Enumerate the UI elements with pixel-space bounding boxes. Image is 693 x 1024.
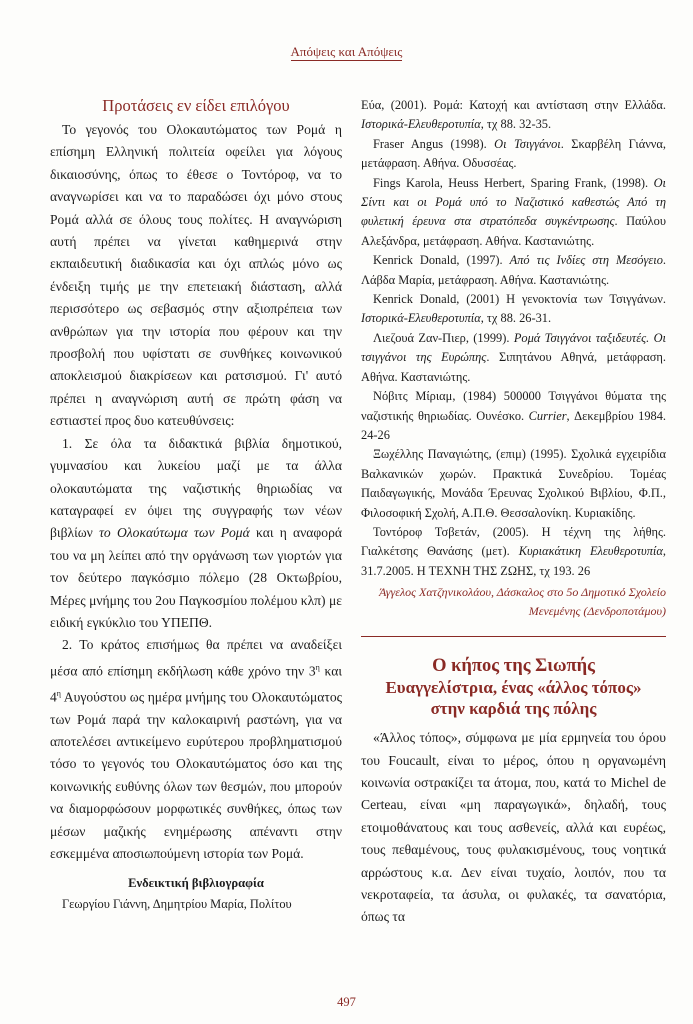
entry-text: Kenrick Donald, (1997). bbox=[373, 253, 510, 268]
bibliography-entry bbox=[361, 290, 666, 329]
paragraph: Το γεγονός του Ολοκαυτώματος των Ρομά η επίσημη Ελληνική πολιτεία οφείλει για λόγους δικαιοσύνης, όπως το έθεσε ο Τοντόροφ, να το αναγνωρίσει και να το παραδώσει όχι μόνο στους Ρομά αλλά σε όλους τους πολίτες. Η αναγνώριση αυτή πρέπει να γίνεται καθημερινά στην εκπαιδευτική διαδικασία και όχι απλώς μόνο ως ένδειξη τιμής με την επετειακή διάσταση, αλλά περισσότερο ως σεβασμός στην αξιοπρέπεια των ανθρώπων για την ιστορία που φέρουν και την προσβολή που υφίστατι σε συνθήκες κοινωνικού αποκλεισμού διακρίσεων και ρατσισμού. Γι' αυτό πρέπει η αναγνώριση αυτή σε πρώτη φάση να εστιαστεί προς δυο κατευθύνσεις: bbox=[50, 122, 342, 429]
item1-italic: το Ολοκαύτωμα των Ρομά bbox=[99, 525, 250, 541]
entry-text: Λιεζουά Ζαν-Πιερ, (1999). bbox=[373, 330, 514, 345]
entry-title: Οι Σίντι και οι Ρομά υπό το Ναζιστικό καθεστώς Από τη φυλετική έρευνα στα στρατόπεδα συγκέντρωσης bbox=[361, 175, 666, 229]
entry-title: Ιστορικά-Ελευθεροτυπία bbox=[361, 311, 481, 326]
entry-text: . Σιπητάνου Αθηνά, μετάφραση. Αθήνα. Καστανιώτης. bbox=[361, 350, 666, 384]
bibliography-entry bbox=[361, 174, 666, 252]
author-signature: Άγγελος Χατζηνικολάου, Δάσκαλος στο 5ο Δημοτικό Σχολείο Μενεμένης (Δενδροποτάμου) bbox=[379, 585, 666, 619]
item1-text-b: και η αναφορά του να μη λείπει από την οργάνωση των γιορτών για τον δεύτερο παγκόσμιο πόλεμο (28 Οκτωβρίου, Μέρες μνήμης του 2ου Παγκοσμίου πολέμου κλπ) με ειδική εγκύκλιο του ΥΠΕΠΘ. bbox=[50, 525, 342, 630]
entry-text: Τοντόροφ Τσβετάν, (2005). Η τέχνη της λήθης. Γιαλκέτσης Θανάσης (μετ). bbox=[361, 524, 666, 559]
article-paragraph: «Άλλος τόπος», σύμφωνα με μία ερμηνεία του όρου του Foucault, είναι το μέρος, όπου η οργανωμένη κοινωνία οστρακίζει τα άτομα, που, κατά το Michel de Certeau, είναι «μη παραγωγικά», δηλαδή, τους ετοιμοθάνατους και τους ασθενείς, αλλά και ευρέως, τους πεθαμένους, τους φυλακισμένους, τους νοητικά αρρώστους κ.α. Δεν είναι τυχαίο, λοιπόν, που τα νεκροταφεία, τα άσυλα, οι φυλακές, τα σανατόρια, όπως τα bbox=[361, 730, 666, 925]
entry-text: , τχ 88. 32-35. bbox=[480, 117, 552, 132]
bibliography-entry: Γεωργίου Γιάννη, Δημητρίου Μαρία, Πολίτου bbox=[62, 897, 292, 912]
page-number: 497 bbox=[337, 995, 356, 1009]
entry-text: Εύα, (2001). Ρομά: Κατοχή και αντίσταση στην Ελλάδα. bbox=[361, 98, 666, 112]
article-subtitle-line-1: Ευαγγελίστρια, ένας «άλλος τόπος» bbox=[385, 678, 642, 698]
list-item-1 bbox=[50, 433, 342, 635]
entry-title: Από τις Ινδίες στη Μεσόγειο bbox=[509, 253, 663, 268]
item2-sup-1: η bbox=[315, 662, 320, 672]
entry-title: Ιστορικά-Ελευθεροτυπία bbox=[361, 117, 481, 132]
entry-title: Οι Τσιγγάνοι bbox=[494, 136, 561, 151]
entry-title: Ρομά Τσιγγάνοι ταξιδευτές. Οι τσιγγάνοι της Ευρώπης bbox=[361, 330, 667, 365]
entry-text: Kenrick Donald, (2001) Η γενοκτονία των Τσιγγάνων. bbox=[373, 292, 666, 307]
entry-text: , τχ 88. 26-31. bbox=[480, 311, 552, 326]
item2-text-a: 2. Το κράτος επισήμως θα πρέπει να αναδείξει μέσα από επίσημη εκδήλωση κάθε χρόνο την 3 bbox=[50, 637, 342, 679]
bibliography-list bbox=[361, 96, 666, 581]
bibliography-entry bbox=[361, 523, 666, 581]
entry-title: Currier bbox=[528, 408, 567, 423]
article-subtitle-line-2: στην καρδιά της πόλης bbox=[430, 699, 597, 719]
bibliography-title: Ενδεικτική βιβλιογραφία bbox=[128, 876, 264, 891]
entry-text: . Σκαρβέλη Γιάννα, μετάφραση. Αθήνα. Οδυσσέας. bbox=[361, 136, 666, 171]
entry-text: , 31.7.2005. Η ΤΕΧΝΗ ΤΗΣ ΖΩΗΣ, τχ 193. 26 bbox=[361, 544, 666, 578]
bibliography-entry bbox=[361, 445, 666, 523]
entry-text: Ξωχέλλης Παναγιώτης, (επιμ) (1995). Σχολικά εγχειρίδια Βαλκανικών χωρών. Πρακτικά Συνεδρίου. Τομέας Παιδαγωγικής, Μονάδα Έρευνας Σχολικού Βιβλίου, Φ.Π., Φιλοσοφική Σχολή, Α.Π.Θ. Θεσσαλονίκη. Κυριακίδης. bbox=[361, 447, 666, 520]
item2-text-b: και 4 bbox=[50, 663, 342, 705]
entry-text: Fraser Angus (1998). bbox=[373, 136, 495, 151]
left-column bbox=[50, 96, 342, 915]
bibliography-entry bbox=[361, 387, 666, 445]
list-item-2 bbox=[50, 634, 342, 865]
item2-sup-2: η bbox=[56, 688, 61, 698]
entry-text: , Δεκεμβρίου 1984. 24-26 bbox=[361, 408, 666, 442]
section-heading: Προτάσεις εν είδει επιλόγου bbox=[102, 96, 290, 115]
entry-text: . Λάβδα Μαρία, μετάφραση. Αθήνα. Καστανιώτης. bbox=[361, 253, 666, 287]
item1-text-a: 1. Σε όλα τα διδακτικά βιβλία δημοτικού, γυμνασίου και λυκείου μαζί με τα άλλα ολοκαυτώματα της ναζιστικής θηριωδίας να καταγραφεί εν όψει της συγγραφής των νέων βιβλίων bbox=[50, 435, 342, 541]
article-divider bbox=[361, 636, 666, 637]
bibliography-entry bbox=[361, 251, 666, 290]
running-head bbox=[0, 44, 693, 60]
right-column bbox=[361, 96, 666, 929]
bibliography-entry bbox=[361, 329, 666, 387]
entry-text: . Παύλου Αλεξάνδρα, μετάφραση. Αθήνα. Καστανιώτης. bbox=[361, 214, 666, 248]
article-title: Ο κήπος της Σιωπής bbox=[432, 656, 595, 677]
entry-title: Κυριακάτικη Ελευθεροτυπία bbox=[518, 544, 663, 559]
bibliography-entry bbox=[361, 135, 666, 174]
entry-text: Fings Karola, Heuss Herbert, Sparing Frank, (1998). bbox=[373, 175, 654, 190]
running-head-text: Απόψεις και Απόψεις bbox=[290, 44, 403, 59]
entry-text: Νόβιτς Μίριαμ, (1984) 500000 Τσιγγάνοι θύματα της ναζιστικής θηριωδίας. Ουνέσκο. bbox=[361, 389, 666, 423]
bibliography-entry bbox=[361, 96, 666, 135]
item2-text-c: Αυγούστου ως ημέρα μνήμης του Ολοκαυτώματος των Ρομά παρά την καλοκαιρινή ραστώνη, για να αποτελέσει αντικείμενο ευρύτερου προβληματισμού τόσο το γεγονός του Ολοκαυτώματος όσο και της κοινωνικής ευθύνης όλων των θεσμών, που μπορούν να διαμορφώσουν μορφωτικές συνθήκες, όπως των μέσων μαζικής ενημέρωσης απέναντι στην εσκεμμένα αποσιωπούμενη ιστορία των Ρομά. bbox=[50, 689, 342, 862]
